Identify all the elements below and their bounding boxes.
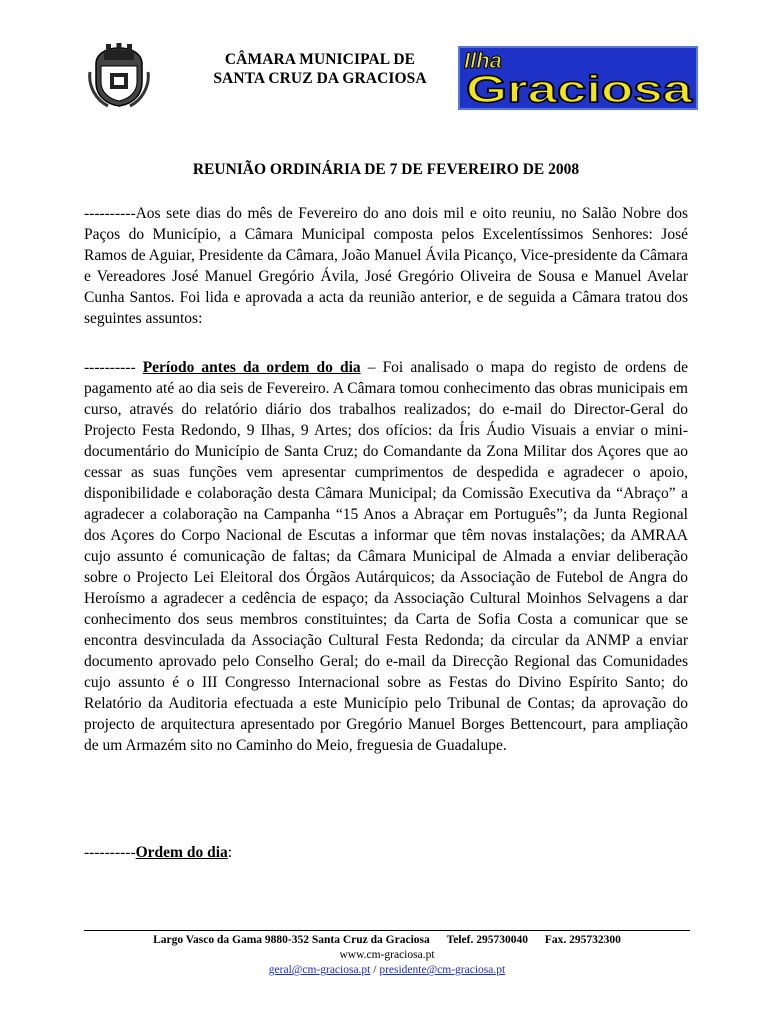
footer-divider [84,930,690,931]
footer-emails [84,963,690,978]
municipal-coat-of-arms-icon [88,42,150,108]
ilha-graciosa-logo [458,46,698,110]
footer-address: Largo Vasco da Gama 9880-352 Santa Cruz da Graciosa [153,934,430,946]
dash-prefix: ---------- [84,844,136,861]
footer-phone: Telef. 295730040 [446,934,528,946]
agenda-heading-line [84,842,688,863]
dash-prefix: ---------- [84,359,143,376]
meeting-title: REUNIÃO ORDINÁRIA DE 7 DE FEVEREIRO DE 2008 [192,161,580,178]
section-heading-period-before-agenda: Período antes da ordem do dia [142,359,361,376]
footer-website: www.cm-graciosa.pt [339,949,435,961]
letterhead [88,38,698,118]
logo-small-text: Ilha [464,48,502,73]
municipality-name-line-2: SANTA CRUZ DA GRACIOSA [213,70,427,87]
colon: : [227,844,233,861]
municipality-name-line-1: CÂMARA MUNICIPAL DE [224,51,416,68]
period-before-agenda-paragraph [84,357,688,756]
municipality-name [190,50,450,88]
email-separator: / [370,964,380,976]
footer-contact-line [84,933,690,948]
email-link-presidente[interactable]: presidente@cm-graciosa.pt [379,964,506,976]
footer-fax: Fax. 295732300 [544,934,621,946]
opening-paragraph: ----------Aos sete dias do mês de Fevereiro do ano dois mil e oito reuniu, no Salão Nobre dos Paços do Município, a Câmara Municipal composta pelos Excelentíssimos Senhores: José Ramos de Aguiar, Presidente da Câmara, João Manuel Ávila Picanço, Vice-presidente da Câmara e Vereadores José Manuel Gregório Ávila, José Gregório Oliveira de Sousa e Manuel Avelar Cunha Santos. Foi lida e aprovada a acta da reunião anterior, e de seguida a Câmara tratou dos seguintes assuntos: [84,205,688,327]
email-link-geral[interactable]: geral@cm-graciosa.pt [268,964,371,976]
period-before-agenda-body: – Foi analisado o mapa do registo de ordens de pagamento até ao dia seis de Fevereiro. A Câmara tomou conhecimento das obras municipais em curso, através do relatório diário dos trabalhos realizados; do e-mail do Director-Geral do Projecto Festa Redondo, 9 Ilhas, 9 Artes; dos ofícios: da Íris Áudio Visuais a enviar o mini-documentário do Município de Santa Cruz; do Comandante da Zona Militar dos Açores que ao cessar as suas funções vem apresentar cumprimentos de despedida e agradecer o apoio, disponibilidade e colaboração desta Câmara Municipal; da Comissão Executiva da “Abraço” a agradecer a colaboração na Campanha “15 Anos a Abraçar em Português”; da Junta Regional dos Açores do Corpo Nacional de Escutas a informar que têm novas instalações; da AMRAA cujo assunto é comunicação de faltas; da Câmara Municipal de Almada a enviar deliberação sobre o Projecto Lei Eleitoral dos Órgãos Autárquicos; da Associação de Futebol de Angra do Heroísmo a agradecer a cedência de espaço; da Associação Cultural Moinhos Selvagens a dar conhecimento dos seus membros constituintes; da Carta de Sofia Costa a comunicar que se encontra desvinculada da Associação Cultural Festa Redonda; da circular da ANMP a enviar documento aprovado pelo Conselho Geral; do e-mail da Direcção Regional das Comunidades cujo assunto é o III Congresso Internacional sobre as Festas do Divino Espírito Santo; do Relatório da Auditoria efectuada a este Município pelo Tribunal de Contas; da aprovação do projecto de arquitectura apresentado por Gregório Manuel Borges Bettencourt, para ampliação de um Armazém sito no Caminho do Meio, freguesia de Guadalupe. [84,359,688,754]
footer [84,933,690,978]
section-heading-agenda: Ordem do dia [135,844,228,861]
logo-big-text: Graciosa [466,69,694,110]
